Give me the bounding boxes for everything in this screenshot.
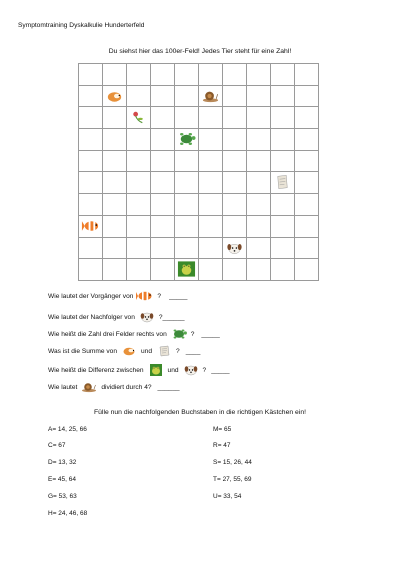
grid-cell[interactable] [79,216,103,238]
grid-cell[interactable] [247,86,271,108]
grid-cell[interactable] [271,64,295,86]
grid-cell[interactable] [223,64,247,86]
fish-icon [136,290,154,302]
question-mark: ? [158,313,163,321]
grid-cell[interactable] [199,107,223,129]
grid-cell[interactable] [223,238,247,260]
letter-assignment: G= 53, 63 [48,493,77,500]
grid-cell[interactable] [175,238,199,260]
grid-cell[interactable] [127,151,151,173]
grid-cell[interactable] [271,107,295,129]
letter-assignment: U= 33, 54 [213,493,242,500]
snail-icon [80,381,98,393]
grid-cell[interactable] [151,129,175,151]
grid-cell[interactable] [247,259,271,281]
grid-cell[interactable] [175,86,199,108]
grid-cell[interactable] [127,259,151,281]
question-mark: ? [157,292,162,300]
grid-cell[interactable] [79,151,103,173]
grid-cell[interactable] [223,107,247,129]
turtle-icon [170,328,188,340]
question-text: Wie lautet der Vorgänger von [48,292,134,300]
answer-blank[interactable]: _____ [169,292,188,300]
grid-cell[interactable] [199,259,223,281]
grid-cell[interactable] [151,194,175,216]
question-three-right [48,328,220,340]
guinea-pig-icon [120,345,138,357]
grid-cell[interactable] [103,172,127,194]
grid-cell[interactable] [175,216,199,238]
grid-cell[interactable] [295,129,319,151]
grid-cell[interactable] [295,172,319,194]
dog-icon [182,364,200,376]
grid-cell[interactable] [175,172,199,194]
dog-icon [138,311,156,323]
grid-cell[interactable] [103,216,127,238]
grid-cell[interactable] [199,64,223,86]
grid-cell[interactable] [223,194,247,216]
grid-cell[interactable] [295,259,319,281]
grid-cell[interactable] [247,172,271,194]
task-instruction: Fülle nun die nachfolgenden Buchstaben in die richtigen Kästchen ein! [94,409,306,416]
grid-cell[interactable] [247,64,271,86]
grid-cell[interactable] [247,238,271,260]
letter-assignment: H= 24, 46, 68 [48,510,88,517]
grid-cell[interactable] [199,238,223,260]
grid-cell[interactable] [127,172,151,194]
intro-text: Du siehst hier das 100er-Feld! Jedes Tier steht für eine Zahl! [108,48,292,55]
grid-cell[interactable] [199,129,223,151]
grid-cell[interactable] [103,86,127,108]
grid-cell[interactable] [103,238,127,260]
grid-cell[interactable] [103,107,127,129]
question-text: Wie lautet der Nachfolger von [48,313,135,321]
grid-cell[interactable] [175,151,199,173]
grid-cell[interactable] [271,216,295,238]
grid-cell[interactable] [127,129,151,151]
answer-blank[interactable]: ____ [185,347,201,355]
grid-cell[interactable] [271,86,295,108]
letter-assignment: R= 47 [213,442,231,449]
grid-cell[interactable] [247,194,271,216]
letter-assignment: D= 13, 32 [48,459,77,466]
grid-cell[interactable] [295,151,319,173]
grid-cell[interactable] [103,194,127,216]
grid-cell[interactable] [247,151,271,173]
grid-cell[interactable] [127,194,151,216]
letter-assignment: S= 15, 26, 44 [213,459,252,466]
grid-cell[interactable] [247,107,271,129]
grid-cell[interactable] [151,259,175,281]
answer-blank[interactable]: ______ [157,383,180,391]
grid-cell[interactable] [199,216,223,238]
grid-cell[interactable] [103,259,127,281]
grid-cell[interactable] [199,86,223,108]
grid-cell[interactable] [199,172,223,194]
letter-assignment: A= 14, 25, 66 [48,426,87,433]
grid-cell[interactable] [127,216,151,238]
grid-cell[interactable] [151,107,175,129]
grid-cell[interactable] [295,216,319,238]
grid-cell[interactable] [79,194,103,216]
worksheet-header: Symptomtraining Dyskalkulie Hunderterfeld [18,22,145,29]
grid-cell[interactable] [151,151,175,173]
grid-cell[interactable] [223,216,247,238]
grid-cell[interactable] [79,129,103,151]
grid-cell[interactable] [103,129,127,151]
grid-cell[interactable] [127,86,151,108]
grid-cell[interactable] [79,238,103,260]
grid-cell[interactable] [79,86,103,108]
grid-cell[interactable] [79,64,103,86]
grid-cell[interactable] [175,64,199,86]
paper-icon [155,345,173,357]
answer-blank[interactable]: ______ [162,313,185,321]
letter-assignment: M= 65 [213,426,232,433]
question-mark: ? [176,347,180,355]
letter-assignment: T= 27, 55, 69 [213,476,252,483]
answer-blank[interactable]: _____ [211,366,230,374]
grid-cell[interactable] [271,172,295,194]
hundred-grid [78,63,319,281]
letter-assignment: C= 67 [48,442,66,449]
grid-cell[interactable] [295,238,319,260]
question-difference [48,364,230,376]
question-sum [48,345,200,357]
grid-cell[interactable] [127,238,151,260]
question-division [48,381,180,393]
grid-cell[interactable] [79,259,103,281]
question-mark: ? [190,330,195,338]
grid-cell[interactable] [223,86,247,108]
grid-cell[interactable] [199,194,223,216]
grid-cell[interactable] [295,107,319,129]
question-successor [48,311,185,323]
grid-cell[interactable] [295,86,319,108]
grid-cell[interactable] [79,172,103,194]
grid-cell[interactable] [223,259,247,281]
grid-cell[interactable] [151,172,175,194]
grid-cell[interactable] [223,172,247,194]
grid-cell[interactable] [223,151,247,173]
grid-cell[interactable] [103,64,127,86]
and-word: und [141,347,153,355]
frog-icon [147,364,165,376]
question-mark: ? [202,366,207,374]
and-word: und [167,366,179,374]
grid-cell[interactable] [271,194,295,216]
grid-cell[interactable] [247,129,271,151]
question-text-post: dividiert durch 4? [101,383,152,391]
grid-cell[interactable] [295,194,319,216]
grid-cell[interactable] [175,259,199,281]
question-text: Was ist die Summe von [48,347,118,355]
grid-cell[interactable] [151,238,175,260]
question-text: Wie lautet [48,383,78,391]
grid-cell[interactable] [151,64,175,86]
grid-cell[interactable] [151,86,175,108]
grid-cell[interactable] [175,194,199,216]
answer-blank[interactable]: _____ [201,330,220,338]
grid-cell[interactable] [295,64,319,86]
grid-cell[interactable] [175,107,199,129]
grid-cell[interactable] [271,259,295,281]
question-text: Wie heißt die Zahl drei Felder rechts von [48,330,167,338]
grid-cell[interactable] [271,129,295,151]
grid-cell[interactable] [127,107,151,129]
grid-cell[interactable] [175,129,199,151]
grid-cell[interactable] [127,64,151,86]
letter-assignment: E= 45, 64 [48,476,77,483]
question-text: Wie heißt die Differenz zwischen [48,366,144,374]
grid-cell[interactable] [103,151,127,173]
grid-cell[interactable] [199,151,223,173]
question-predecessor [48,290,187,302]
grid-cell[interactable] [247,216,271,238]
grid-cell[interactable] [223,129,247,151]
grid-cell[interactable] [271,151,295,173]
grid-cell[interactable] [79,107,103,129]
grid-cell[interactable] [271,238,295,260]
grid-cell[interactable] [151,216,175,238]
